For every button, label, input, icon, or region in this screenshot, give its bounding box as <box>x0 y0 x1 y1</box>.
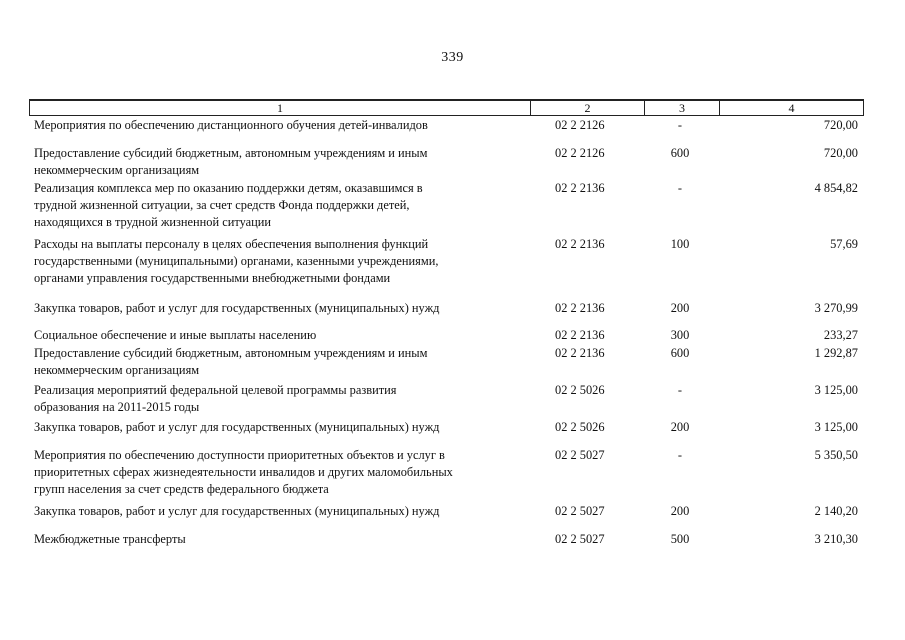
row-description <box>34 419 534 436</box>
row-code: 02 2 5026 <box>555 420 605 434</box>
row-type: 600 <box>670 346 690 360</box>
header-col-type: 3 <box>645 101 720 115</box>
row-code: 02 2 2136 <box>555 301 605 315</box>
description-line: Мероприятия по обеспечению доступности приоритетных объектов и услуг в <box>34 448 445 462</box>
description-line: некоммерческим организациям <box>34 163 200 177</box>
description-line: некоммерческим организациям <box>34 363 200 377</box>
description-line: органами управления государственными внебюджетными фондами <box>34 271 391 285</box>
row-type: - <box>677 448 683 462</box>
row-amount: 57,69 <box>830 237 858 251</box>
row-code: 02 2 2126 <box>555 146 605 160</box>
row-type: 300 <box>670 328 690 342</box>
description-line: образования на 2011-2015 годы <box>34 400 200 414</box>
row-code: 02 2 2136 <box>555 181 605 195</box>
row-description <box>34 327 534 344</box>
row-amount: 720,00 <box>823 118 858 132</box>
row-type: 100 <box>670 237 690 251</box>
row-code: 02 2 5027 <box>555 448 605 462</box>
row-description <box>34 300 534 317</box>
description-line: Реализация мероприятий федеральной целевой программы развития <box>34 383 397 397</box>
row-amount: 3 270,99 <box>814 301 858 315</box>
row-description <box>34 236 534 287</box>
description-line: Мероприятия по обеспечению дистанционного обучения детей-инвалидов <box>34 118 428 132</box>
header-col-amount: 4 <box>788 101 795 115</box>
description-line: Расходы на выплаты персоналу в целях обеспечения выполнения функций <box>34 237 429 251</box>
description-line: приоритетных сферах жизнедеятельности инвалидов и других маломобильных <box>34 465 453 479</box>
row-code: 02 2 5027 <box>555 532 605 546</box>
row-type: 200 <box>670 420 690 434</box>
row-code: 02 2 5026 <box>555 383 605 397</box>
row-amount: 4 854,82 <box>814 181 858 195</box>
row-amount: 2 140,20 <box>814 504 858 518</box>
row-description <box>34 503 534 520</box>
description-line: Межбюджетные трансферты <box>34 532 186 546</box>
row-amount: 720,00 <box>823 146 858 160</box>
row-description <box>34 117 534 134</box>
table-header <box>29 99 864 116</box>
row-code: 02 2 2136 <box>555 346 605 360</box>
description-line: Закупка товаров, работ и услуг для государственных (муниципальных) нужд <box>34 420 440 434</box>
row-code: 02 2 2136 <box>555 328 605 342</box>
page-number: 339 <box>441 50 464 65</box>
description-line: групп населения за счет средств федерального бюджета <box>34 482 329 496</box>
row-amount: 3 125,00 <box>814 383 858 397</box>
description-line: трудной жизненной ситуации, за счет средств Фонда поддержки детей, <box>34 198 410 212</box>
description-line: государственными (муниципальными) органами, казенными учреждениями, <box>34 254 439 268</box>
row-description <box>34 145 534 179</box>
row-amount: 233,27 <box>823 328 858 342</box>
row-description <box>34 531 534 548</box>
row-code: 02 2 5027 <box>555 504 605 518</box>
description-line: Предоставление субсидий бюджетным, автономным учреждениям и иным <box>34 146 428 160</box>
description-line: Закупка товаров, работ и услуг для государственных (муниципальных) нужд <box>34 301 440 315</box>
header-col-code: 2 <box>531 101 645 115</box>
row-description <box>34 180 534 231</box>
description-line: находящихся в трудной жизненной ситуации <box>34 215 272 229</box>
row-amount: 3 210,30 <box>814 532 858 546</box>
description-line: Реализация комплекса мер по оказанию поддержки детям, оказавшимся в <box>34 181 423 195</box>
row-amount: 5 350,50 <box>814 448 858 462</box>
row-amount: 1 292,87 <box>814 346 858 360</box>
row-amount: 3 125,00 <box>814 420 858 434</box>
row-code: 02 2 2126 <box>555 118 605 132</box>
description-line: Социальное обеспечение и иные выплаты населению <box>34 328 317 342</box>
row-description <box>34 382 534 416</box>
row-type: 200 <box>670 504 690 518</box>
header-col-description: 1 <box>30 101 531 115</box>
row-description <box>34 447 534 498</box>
row-type: - <box>677 383 683 397</box>
row-type: 200 <box>670 301 690 315</box>
row-type: 500 <box>670 532 690 546</box>
row-code: 02 2 2136 <box>555 237 605 251</box>
description-line: Предоставление субсидий бюджетным, автономным учреждениям и иным <box>34 346 428 360</box>
row-description <box>34 345 534 379</box>
row-type: - <box>677 181 683 195</box>
row-type: - <box>677 118 683 132</box>
description-line: Закупка товаров, работ и услуг для государственных (муниципальных) нужд <box>34 504 440 518</box>
row-type: 600 <box>670 146 690 160</box>
